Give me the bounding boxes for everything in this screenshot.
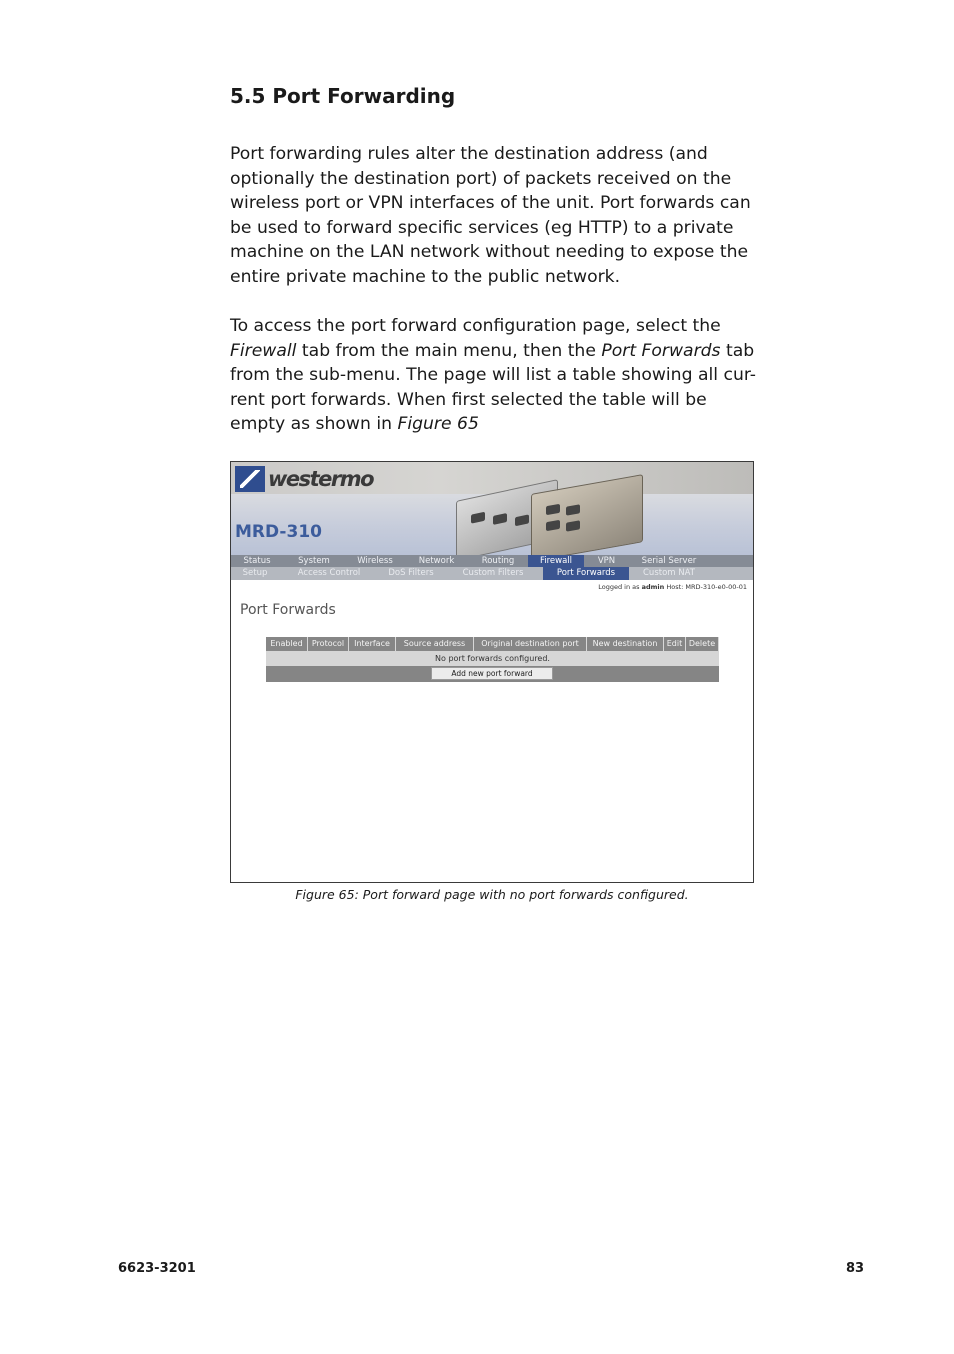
column-header: Interface [349,637,396,651]
submenu-item-access-control[interactable]: Access Control [297,568,361,578]
table-actions-row [266,666,719,682]
column-header: Edit [664,637,686,651]
paragraph-line: wireless port or VPN interfaces of the unit. Port forwards can [230,193,751,214]
submenu-item-setup[interactable]: Setup [242,568,268,578]
section-heading: 5.5 Port Forwarding [230,84,456,108]
column-header: Protocol [308,637,349,651]
main-menu [231,555,753,567]
paragraph-line: entire private machine to the public network. [230,266,621,287]
table-header-row [266,637,719,651]
column-header: Enabled [266,637,308,651]
paragraph-line: machine on the LAN network without needing to expose the [230,242,749,263]
paragraph-line: Firewall tab from the main menu, then the Port Forwards tab [230,340,755,361]
firewall-term: Firewall [230,340,297,361]
column-header: New destination [587,637,664,651]
add-port-forward-button[interactable]: Add new port forward [431,667,553,680]
submenu-item-dos-filters[interactable]: DoS Filters [388,568,434,578]
banner [231,462,753,555]
document-number: 6623-3201 [118,1261,196,1276]
screenshot-figure [230,461,754,883]
column-header: Delete [686,637,719,651]
empty-table-message: No port forwards configured. [266,651,719,666]
sub-menu [231,567,753,580]
menu-item-vpn[interactable]: VPN [597,556,616,566]
logo-text: westermo [268,467,374,491]
submenu-item-custom-nat[interactable]: Custom NAT [643,568,695,578]
paragraph-line: from the sub-menu. The page will list a table showing all cur- [230,365,757,386]
menu-item-serial-server[interactable]: Serial Server [641,556,697,566]
figure-caption: Figure 65: Port forward page with no port forwards configured. [295,887,689,902]
product-name: MRD-310 [235,522,322,542]
menu-item-routing[interactable]: Routing [481,556,515,566]
submenu-item-custom-filters[interactable]: Custom Filters [462,568,524,578]
figure-reference: Figure 65 [397,414,479,435]
paragraph-line: empty as shown in Figure 65 [230,414,479,435]
port-forwards-term: Port Forwards [601,340,721,361]
paragraph-line: To access the port forward configuration page, select the [230,316,721,336]
paragraph-line: be used to forward specific services (eg HTTP) to a private [230,217,734,238]
menu-item-wireless[interactable]: Wireless [357,556,393,566]
menu-item-firewall[interactable]: Firewall [528,555,584,567]
westermo-logo [235,465,373,493]
menu-item-system[interactable]: System [298,556,330,566]
menu-item-status[interactable]: Status [243,556,271,566]
column-header: Source address [396,637,474,651]
intro-paragraph [230,142,760,290]
westermo-logo-icon [235,466,265,492]
access-paragraph [230,314,760,437]
paragraph-line: optionally the destination port) of packets received on the [230,168,732,189]
login-user: admin [641,583,665,591]
menu-item-network[interactable]: Network [418,556,455,566]
login-info: Logged in as admin Host: MRD-310-e0-00-01 [598,583,747,591]
login-host: Host: MRD-310-e0-00-01 [664,583,747,591]
page-title: Port Forwards [240,602,336,618]
page-number: 83 [846,1261,865,1276]
port-forwards-table [266,637,719,682]
paragraph-line: Port forwarding rules alter the destination address (and [230,144,708,164]
column-header: Original destination port [474,637,587,651]
submenu-item-port-forwards[interactable]: Port Forwards [543,567,629,580]
paragraph-line: rent port forwards. When first selected the table will be [230,389,707,410]
